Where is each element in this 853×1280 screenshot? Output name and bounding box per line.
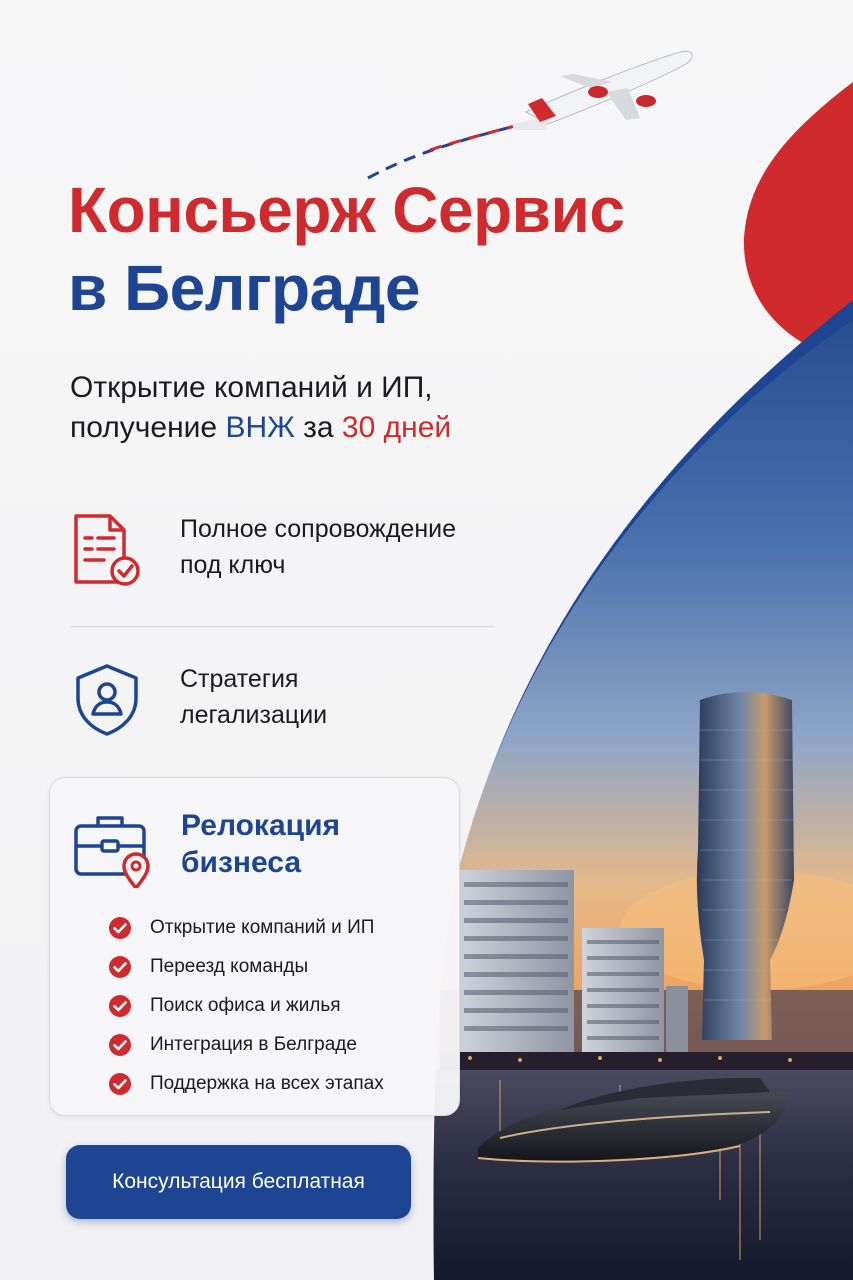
- list-item-label: Поиск офиса и жилья: [150, 994, 341, 1016]
- flight-path: [368, 122, 530, 178]
- airplane-icon: [512, 51, 692, 130]
- briefcase-location-icon: [72, 806, 154, 888]
- red-swoosh-shape: [744, 82, 853, 352]
- subtitle-line-2: [70, 408, 451, 448]
- subtitle: [70, 368, 451, 448]
- relocation-title-line-2: бизнеса: [181, 845, 302, 879]
- check-circle-icon: [108, 916, 132, 940]
- subtitle-highlight-vnzh: ВНЖ: [225, 410, 295, 444]
- list-item-label: Интеграция в Белграде: [150, 1033, 357, 1055]
- feature-full-support-line-1: Полное сопровождение: [180, 515, 457, 543]
- free-consultation-button[interactable]: Консультация бесплатная: [66, 1145, 411, 1219]
- list-item: [108, 1025, 384, 1064]
- title-line-1: Консьерж Сервис: [68, 174, 625, 246]
- feature-legalization-line-2: легализации: [180, 700, 328, 729]
- relocation-list: [108, 908, 384, 1103]
- check-circle-icon: [108, 1072, 132, 1096]
- list-item-label: Переезд команды: [150, 955, 309, 977]
- document-check-icon: [70, 512, 144, 586]
- list-item: [108, 947, 384, 986]
- subtitle-line-1: Открытие компаний и ИП,: [70, 371, 433, 404]
- subtitle-mid: за: [294, 410, 342, 444]
- relocation-title: [181, 808, 340, 881]
- title-line-2: в Белграде: [68, 252, 420, 324]
- relocation-title-line-1: Релокация: [181, 809, 341, 842]
- list-item-label: Открытие компаний и ИП: [150, 916, 375, 938]
- list-item: [108, 908, 384, 947]
- subtitle-prefix: получение: [70, 410, 226, 444]
- check-circle-icon: [108, 955, 132, 979]
- feature-full-support-line-2: под ключ: [180, 550, 286, 579]
- feature-full-support: [70, 512, 456, 586]
- check-circle-icon: [108, 1033, 132, 1057]
- relocation-card: [49, 777, 460, 1116]
- page-title: [68, 174, 625, 324]
- feature-legalization-strategy: [70, 662, 327, 736]
- subtitle-highlight-days: 30 дней: [341, 410, 452, 444]
- list-item-label: Поддержка на всех этапах: [150, 1072, 384, 1094]
- list-item: [108, 986, 384, 1025]
- check-circle-icon: [108, 994, 132, 1018]
- shield-user-icon: [70, 662, 144, 736]
- divider: [70, 626, 494, 627]
- list-item: [108, 1064, 384, 1103]
- feature-legalization-line-1: Стратегия: [180, 665, 299, 693]
